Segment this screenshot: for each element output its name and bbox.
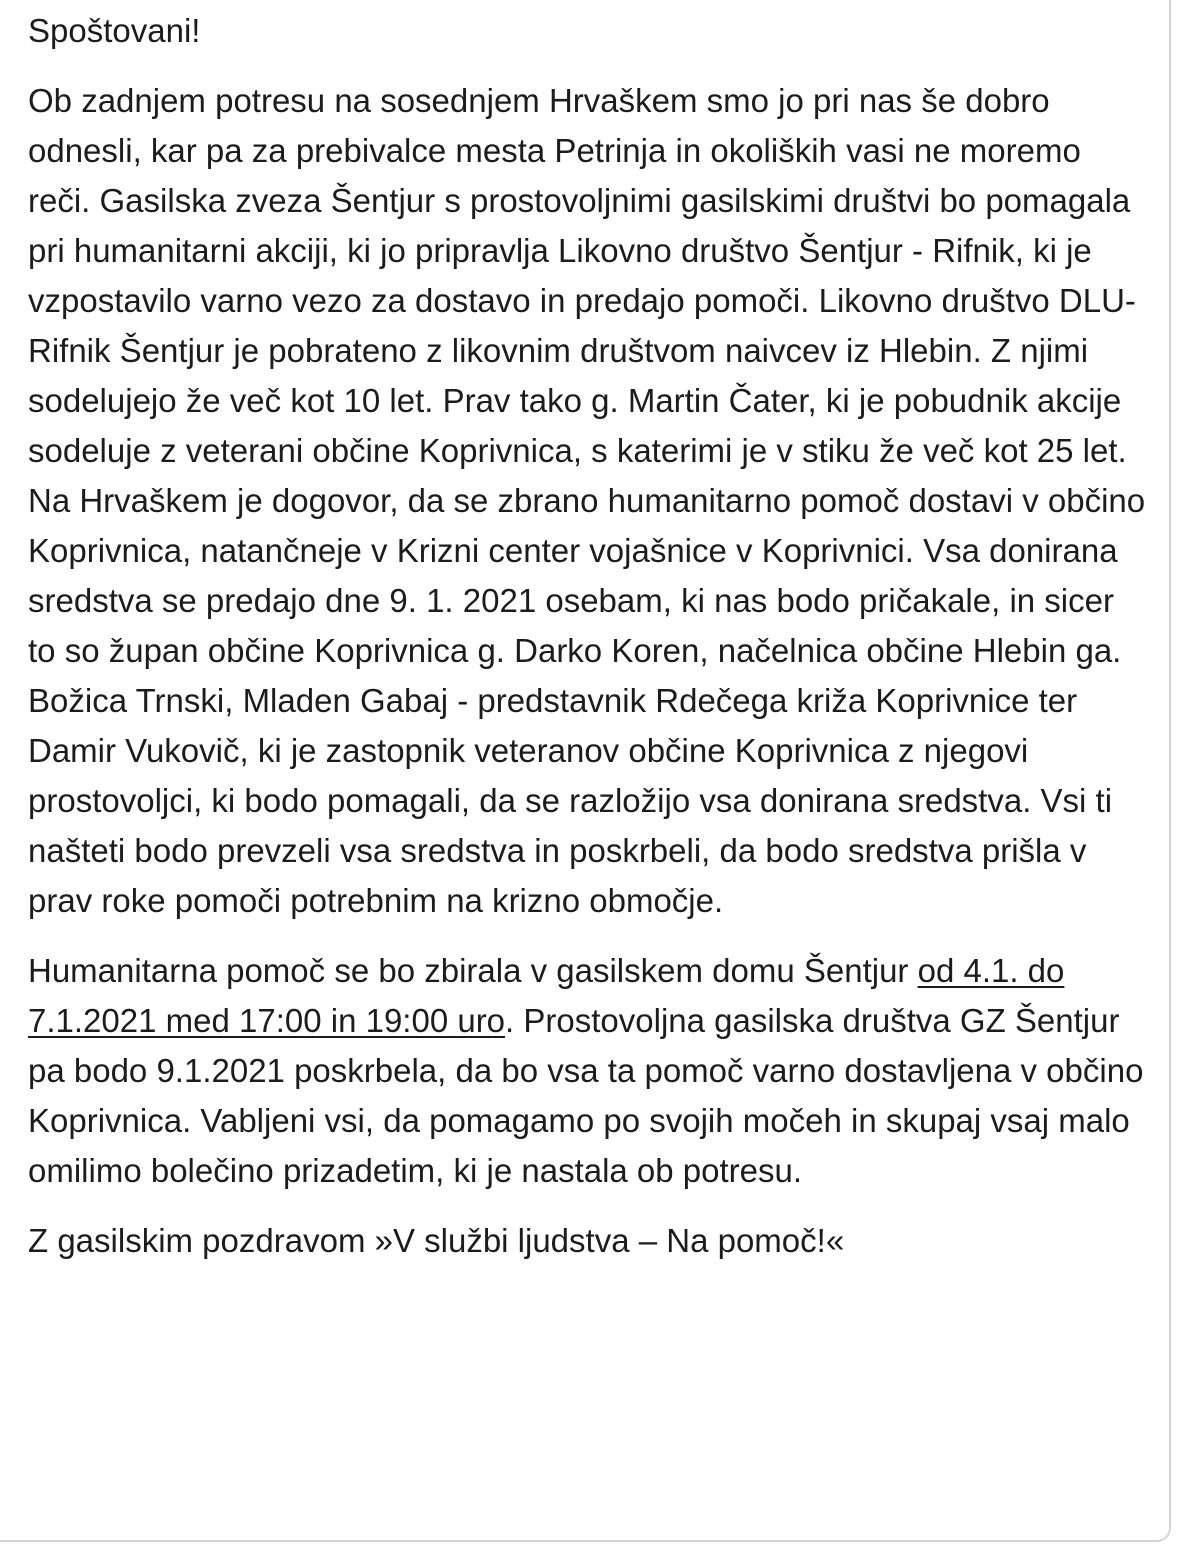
collection-text-start: Humanitarna pomoč se bo zbirala v gasilskem domu Šentjur — [28, 952, 918, 989]
collection-text-end: . Prostovoljna gasilska društva GZ Šentjur pa bodo 9.1.2021 poskrbela, da bo vsa ta pomoč varno dostavljena v občino Koprivnica. Vabljeni vsi, da pomagamo po svojih močeh in skupaj vsaj malo omilimo bolečino prizadetim, ki je nastala ob potresu. — [28, 1002, 1144, 1189]
greeting-text: Spoštovani! — [28, 12, 201, 49]
collection-dates: od 4.1. do 7.1.2021 med 17:00 in 19:00 uro — [28, 952, 1065, 1039]
closing-text: Z gasilskim pozdravom »V službi ljudstva – Na pomoč!« — [28, 1222, 845, 1259]
collection-paragraph — [28, 946, 1148, 1196]
message-body — [28, 6, 1148, 1286]
main-paragraph: Ob zadnjem potresu na sosednjem Hrvaškem smo jo pri nas še dobro odnesli, kar pa za prebivalce mesta Petrinja in okoliških vasi ne moremo reči. Gasilska zveza Šentjur s prostovoljnimi gasilskimi društvi bo pomagala pri humanitarni akciji, ki jo pripravlja Likovno društvo Šentjur - Rifnik, ki je vzpostavilo varno vezo za dostavo in predajo pomoči. Likovno društvo DLU-Rifnik Šentjur je pobrateno z likovnim društvom naivcev iz Hlebin. Z njimi sodelujejo že več kot 10 let. Prav tako g. Martin Čater, ki je pobudnik akcije sodeluje z veterani občine Koprivnica, s katerimi je v stiku že več kot 25 let. Na Hrvaškem je dogovor, da se zbrano humanitarno pomoč dostavi v občino Koprivnica, natančneje v Krizni center vojašnice v Koprivnici. Vsa donirana sredstva se predajo dne 9. 1. 2021 osebam, ki nas bodo pričakale, in sicer to so župan občine Koprivnica g. Darko Koren, načelnica občine Hlebin ga. Božica Trnski, Mladen Gabaj - predstavnik Rdečega križa Koprivnice ter Damir Vukovič, ki je zastopnik veteranov občine Koprivnica z njegovi prostovoljci, ki bodo pomagali, da se razložijo vsa donirana sredstva. Vsi ti našteti bodo prevzeli vsa sredstva in poskrbeli, da bodo sredstva prišla v prav roke pomoči potrebnim na krizno območje. — [28, 82, 1146, 919]
